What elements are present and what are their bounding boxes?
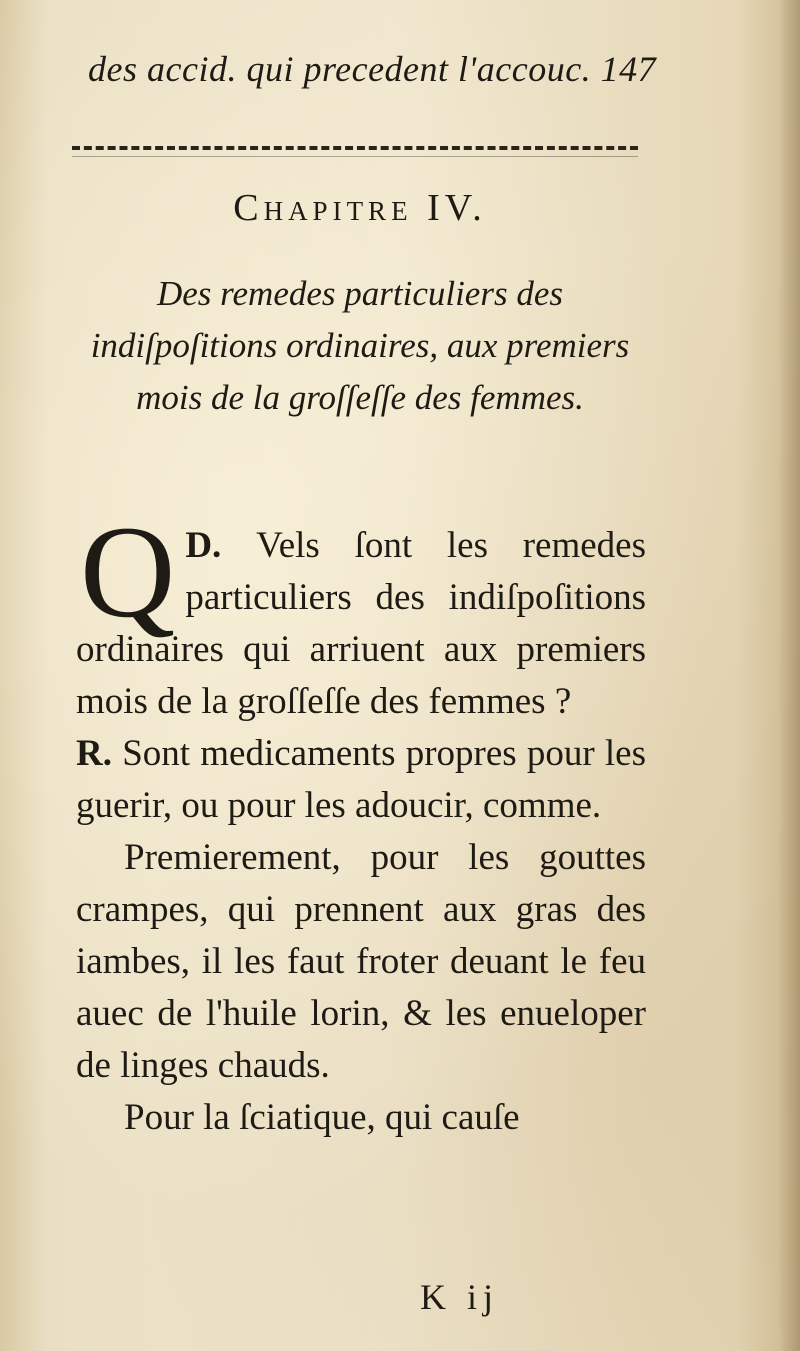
chapter-title: Chapitre IV. xyxy=(233,187,487,229)
drop-cap: Q xyxy=(80,498,176,645)
page-edge-shadow xyxy=(778,0,800,1351)
paragraph-sciatique: Pour la ſciatique, qui cauſe xyxy=(124,1097,520,1138)
running-head: des accid. qui precedent l'accouc. 147 xyxy=(88,49,657,89)
header-rule xyxy=(72,146,638,150)
question-paragraph xyxy=(76,498,646,728)
answer-label: R. xyxy=(76,733,112,774)
question-text: Vels ſont les remedes particuliers des indiſpoſitions ordinaires qui arriuent aux premiers mois de la groſſeſſe des femmes ? xyxy=(76,525,646,722)
header-rule-fine xyxy=(72,156,638,157)
chapter-subtitle: Des remedes particuliers des indiſpoſitions ordinaires, aux premiers mois de la groſſeſſe des femmes. xyxy=(90,274,630,417)
answer-text: Sont medicaments propres pour les guerir, ou pour les adoucir, comme. xyxy=(76,733,647,826)
body-text xyxy=(76,498,647,1144)
signature-mark: K ij xyxy=(420,1277,500,1317)
paragraph-crampes: Premierement, pour les gouttes crampes, qui prennent aux gras des iambes, il les faut froter deuant le feu auec de l'huile lorin, & les enueloper de linges chauds. xyxy=(76,837,646,1086)
question-label: D. xyxy=(185,525,222,566)
answer-paragraph xyxy=(76,728,646,832)
